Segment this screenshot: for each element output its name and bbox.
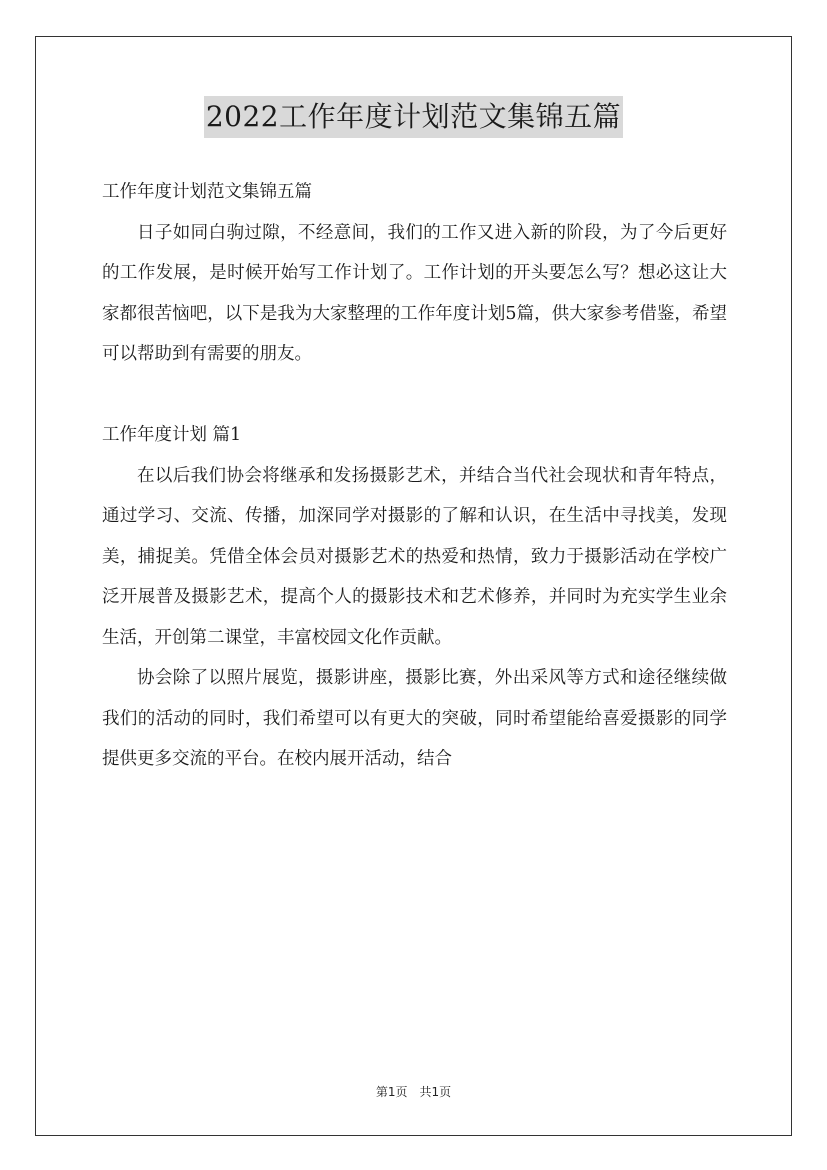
document-title: 2022工作年度计划范文集锦五篇 xyxy=(204,96,623,138)
section-heading: 工作年度计划 篇1 xyxy=(102,425,242,445)
body-paragraph: 日子如同白驹过隙，不经意间，我们的工作又进入新的阶段，为了今后更好的工作发展，是时候开始写工作计划了。工作计划的开头要怎么写？想必这让大家都很苦恼吧，以下是我为大家整理的工作年度计划5篇，供大家参考借鉴，希望可以帮助到有需要的朋友。 xyxy=(102,222,727,364)
document-body xyxy=(102,172,727,780)
page-footer: 第1页 共1页 xyxy=(375,1085,452,1099)
title-container xyxy=(0,96,827,138)
body-paragraph: 协会除了以照片展览，摄影讲座，摄影比赛，外出采风等方式和途径继续做我们的活动的同时，我们希望可以有更大的突破，同时希望能给喜爱摄影的同学提供更多交流的平台。在校内展开活动，结合 xyxy=(102,668,727,769)
body-paragraph: 在以后我们协会将继承和发扬摄影艺术，并结合当代社会现状和青年特点，通过学习、交流、传播，加深同学对摄影的了解和认识，在生活中寻找美，发现美，捕捉美。凭借全体会员对摄影艺术的热爱和热情，致力于摄影活动在学校广泛开展普及摄影艺术，提高个人的摄影技术和艺术修养，并同时为充实学生业余生活，开创第二课堂，丰富校园文化作贡献。 xyxy=(102,465,727,648)
section-heading: 工作年度计划范文集锦五篇 xyxy=(102,182,312,202)
paragraph-spacer xyxy=(102,375,727,416)
